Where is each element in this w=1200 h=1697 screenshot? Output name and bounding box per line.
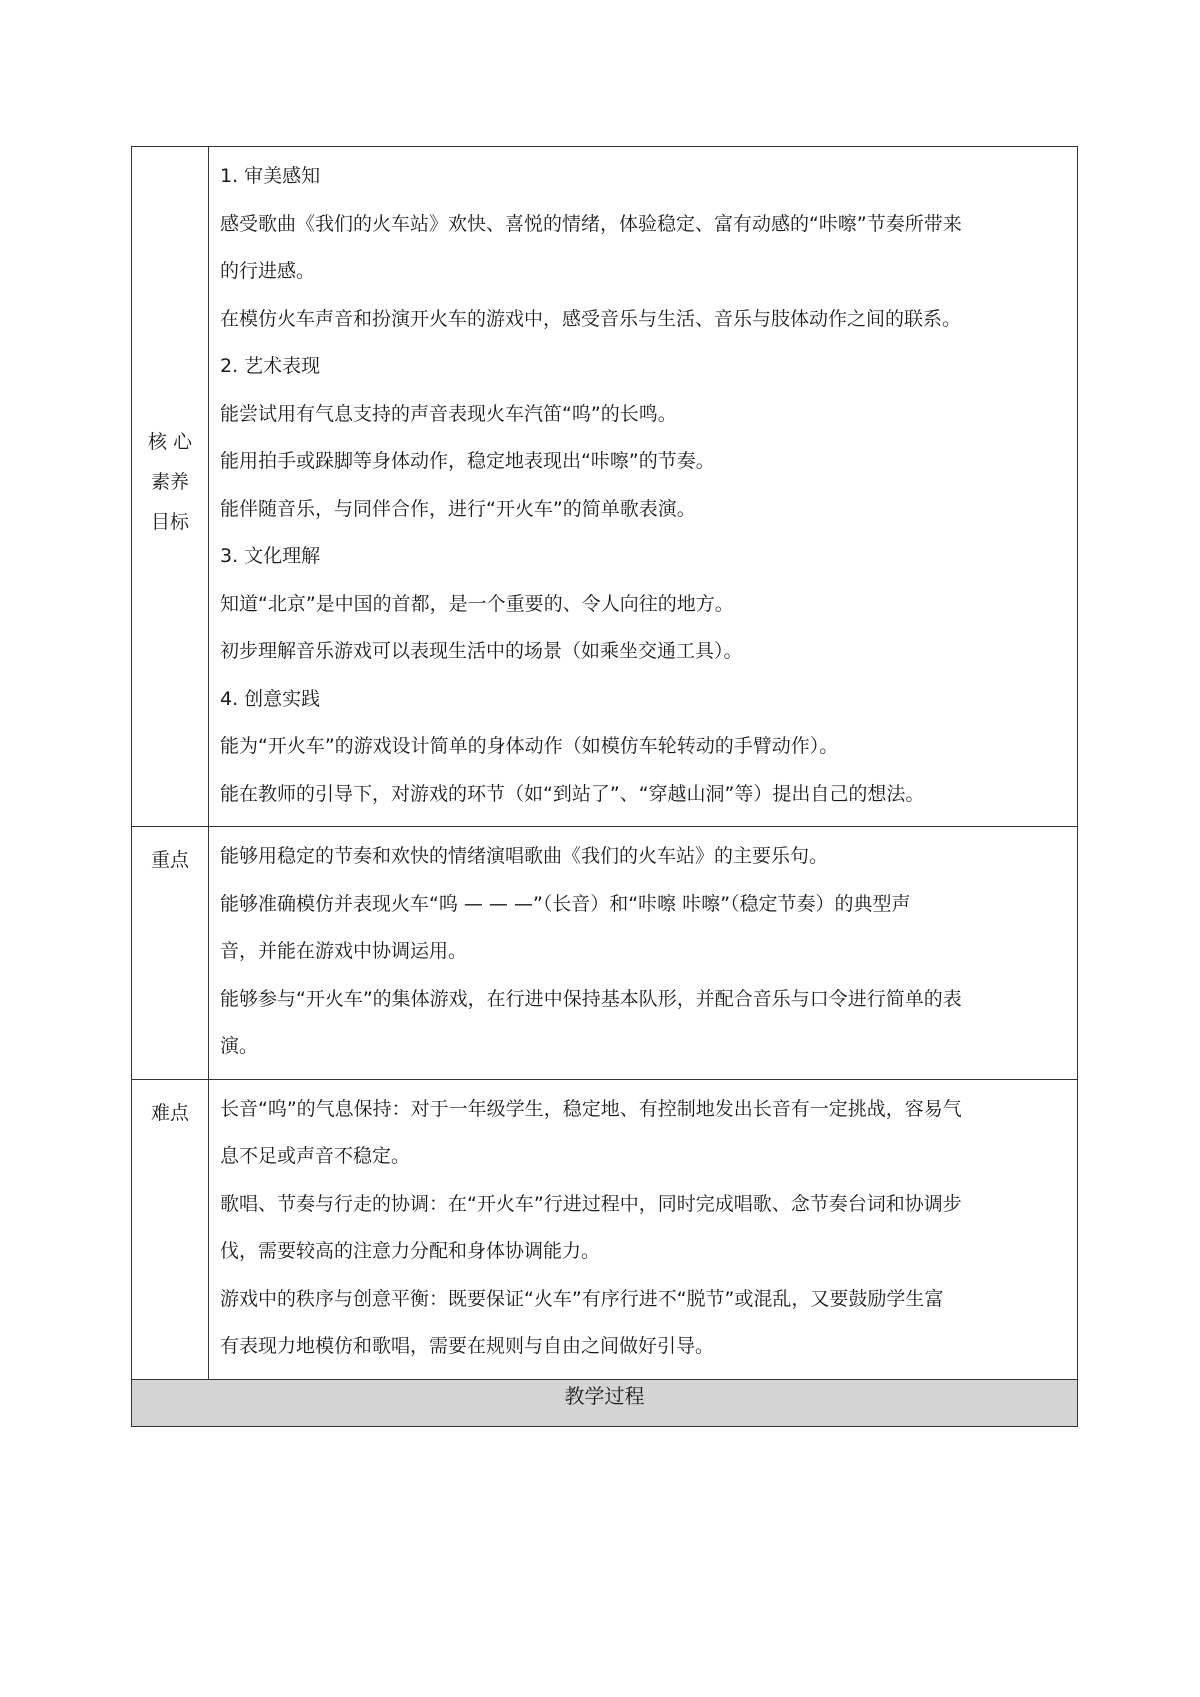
text-line: 伐，需要较高的注意力分配和身体协调能力。 xyxy=(220,1240,601,1262)
text-line: 音，并能在游戏中协调运用。 xyxy=(220,940,468,962)
text-line: 歌唱、节奏与行走的协调：在“开火车”行进过程中，同时完成唱歌、念节奏台词和协调步 xyxy=(220,1192,962,1215)
core-goals-row xyxy=(132,147,1078,827)
key-points-label: 重点 xyxy=(132,827,209,1080)
section-heading: 3. 文化理解 xyxy=(220,545,321,567)
key-points-content xyxy=(209,827,1078,1080)
teaching-process-header: 教学过程 xyxy=(132,1379,1078,1426)
text-line: 能尝试用有气息支持的声音表现火车汽笛“呜”的长鸣。 xyxy=(220,402,677,425)
core-goals-label-line: 目标 xyxy=(150,511,189,533)
text-line: 能够用稳定的节奏和欢快的情绪演唱歌曲《我们的火车站》的主要乐句。 xyxy=(220,845,829,867)
text-line: 能够参与“开火车”的集体游戏，在行进中保持基本队形，并配合音乐与口令进行简单的表 xyxy=(220,987,962,1010)
text-line: 长音“呜”的气息保持：对于一年级学生，稳定地、有控制地发出长音有一定挑战，容易气 xyxy=(220,1097,962,1120)
text-line: 游戏中的秩序与创意平衡：既要保证“火车”有序行进不“脱节”或混乱，又要鼓励学生富 xyxy=(220,1287,944,1310)
teaching-process-row xyxy=(132,1379,1078,1426)
text-line: 初步理解音乐游戏可以表现生活中的场景（如乘坐交通工具）。 xyxy=(220,640,743,662)
core-goals-label-line: 素养 xyxy=(150,471,189,493)
text-line: 息不足或声音不稳定。 xyxy=(220,1145,411,1167)
text-line: 能在教师的引导下，对游戏的环节（如“到站了”、“穿越山洞”等）提出自己的想法。 xyxy=(220,782,925,805)
section-heading: 2. 艺术表现 xyxy=(220,355,321,377)
text-line: 能够准确模仿并表现火车“呜 — — —”（长音）和“咔嚓 咔嚓”（稳定节奏）的典型声 xyxy=(220,892,911,915)
text-line: 在模仿火车声音和扮演开火车的游戏中，感受音乐与生活、音乐与肢体动作之间的联系。 xyxy=(220,307,962,330)
lesson-plan-table xyxy=(131,146,1078,1427)
core-goals-label xyxy=(132,147,209,827)
section-heading: 4. 创意实践 xyxy=(220,687,321,710)
text-line: 知道“北京”是中国的首都，是一个重要的、令人向往的地方。 xyxy=(220,592,734,615)
difficulties-row xyxy=(132,1079,1078,1379)
text-line: 演。 xyxy=(220,1035,259,1057)
section-heading: 1. 审美感知 xyxy=(220,165,321,187)
text-line: 有表现力地模仿和歌唱，需要在规则与自由之间做好引导。 xyxy=(220,1335,715,1357)
text-line: 的行进感。 xyxy=(220,260,316,282)
core-goals-label-line: 核 心 xyxy=(147,431,193,453)
text-line: 感受歌曲《我们的火车站》欢快、喜悦的情绪，体验稳定、富有动感的“咔嚓”节奏所带来 xyxy=(220,212,962,235)
text-line: 能为“开火车”的游戏设计简单的身体动作（如模仿车轮转动的手臂动作）。 xyxy=(220,735,839,757)
text-line: 能伴随音乐，与同伴合作，进行“开火车”的简单歌表演。 xyxy=(220,497,696,520)
key-points-row xyxy=(132,827,1078,1080)
text-line: 能用拍手或跺脚等身体动作，稳定地表现出“咔嚓”的节奏。 xyxy=(220,450,715,472)
difficulties-label: 难点 xyxy=(132,1079,209,1379)
core-goals-content xyxy=(209,147,1078,827)
difficulties-content xyxy=(209,1079,1078,1379)
